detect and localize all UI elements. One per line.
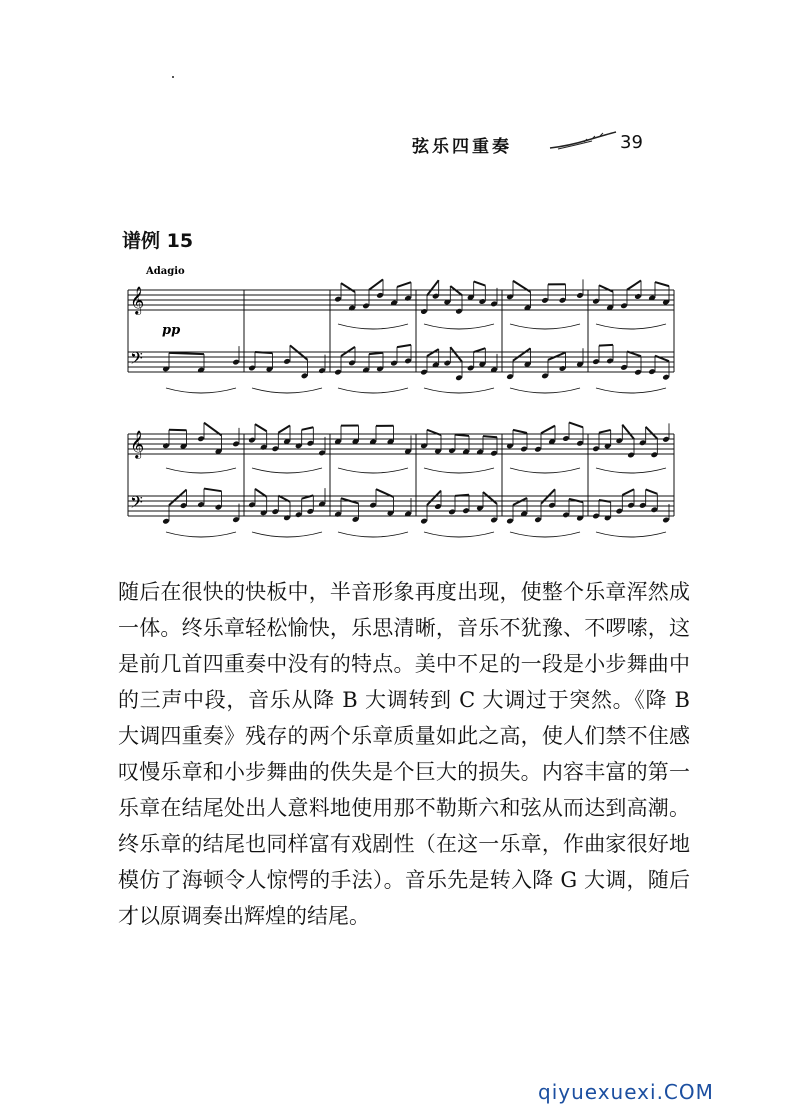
- note-beam: [169, 430, 187, 431]
- bass-clef-icon: 𝄢: [130, 492, 143, 516]
- note-beam: [255, 489, 267, 497]
- treble-clef-icon: 𝄞: [130, 286, 145, 314]
- note-beam: [278, 425, 290, 432]
- note-beam: [450, 286, 462, 295]
- note-beam: [290, 345, 308, 359]
- note-beam: [548, 352, 566, 359]
- slur: [338, 324, 408, 329]
- bass-clef-icon: 𝄢: [130, 348, 143, 372]
- music-score: [118, 262, 678, 562]
- music-example-label: 谱例 15: [122, 230, 194, 252]
- note-beam: [599, 285, 613, 291]
- body-paragraph: 随后在很快的快板中，半音形象再度出现，使整个乐章浑然成一体。终乐章轻松愉快，乐思清晰，音乐不犹豫、不啰嗦，这是前几首四重奏中没有的特点。美中不足的一段是小步舞曲中的三声中段，音乐从降 B 大调转到 C 大调过于突然。《降 B 大调四重奏》残存的两个乐章质量如此之高，使人们禁不住感叹慢乐章和小步舞曲的佚失是个巨大的损失。内容丰富的第一乐章在结尾处出人意料地使用那不勒斯六和弦从而达到高潮。终乐章的结尾也同样富有戏剧性（在这一乐章，作曲家很好地模仿了海顿令人惊愕的手法）。音乐先是转入降 G 大调，随后才以原调奏出辉煌的结尾。: [118, 580, 690, 928]
- note-beam: [646, 427, 658, 439]
- note-beam: [427, 280, 439, 295]
- note-beam: [474, 281, 486, 285]
- note-beam: [341, 347, 355, 356]
- note-beam: [341, 283, 355, 292]
- slur: [424, 324, 494, 329]
- slur: [338, 468, 408, 473]
- slur: [596, 532, 666, 537]
- note-beam: [622, 425, 634, 439]
- note-beam: [599, 430, 611, 433]
- slur: [510, 532, 580, 537]
- note-beam: [455, 435, 469, 436]
- note-beam: [483, 492, 497, 504]
- slur: [338, 532, 408, 537]
- note-beam: [655, 356, 669, 362]
- note-beam: [369, 279, 383, 289]
- tempo-marking: Adagio: [146, 266, 185, 277]
- note-beam: [427, 349, 439, 356]
- note-beam: [513, 430, 527, 433]
- slur: [596, 324, 666, 329]
- slur: [510, 468, 580, 473]
- slur: [510, 324, 580, 329]
- slur: [166, 388, 236, 393]
- note-beam: [483, 436, 497, 437]
- note-beam: [513, 498, 527, 505]
- slur: [596, 388, 666, 393]
- slur: [424, 388, 494, 393]
- site-watermark: qiyuexuexi.COM: [538, 1080, 714, 1104]
- slur: [424, 532, 494, 537]
- note-beam: [513, 348, 531, 360]
- note-beam: [569, 422, 583, 427]
- note-beam: [541, 426, 555, 434]
- note-beam: [204, 489, 222, 492]
- note-beam: [397, 282, 411, 287]
- note-beam: [655, 282, 669, 286]
- note-beam: [302, 427, 314, 430]
- note-beam: [541, 489, 555, 503]
- running-title: 弦乐四重奏: [412, 137, 512, 157]
- page-number: 39: [620, 132, 643, 153]
- slur: [510, 388, 580, 393]
- note-beam: [455, 495, 469, 496]
- note-beam: [599, 500, 611, 502]
- slur: [252, 468, 322, 473]
- slur: [338, 388, 408, 393]
- note-beam: [255, 424, 267, 431]
- note-beam: [169, 490, 187, 506]
- note-beam: [627, 280, 641, 289]
- slur: [252, 532, 322, 537]
- note-beam: [427, 491, 441, 506]
- note-beam: [599, 345, 613, 346]
- scan-speck: [172, 76, 174, 78]
- note-beam: [204, 423, 222, 436]
- note-beam: [255, 352, 273, 353]
- decorative-flourish-icon: [548, 130, 618, 154]
- slur: [424, 468, 494, 473]
- slur: [596, 468, 666, 473]
- note-beam: [169, 353, 204, 354]
- note-beam: [397, 345, 411, 347]
- note-beam: [646, 489, 658, 493]
- treble-clef-icon: 𝄞: [130, 430, 145, 458]
- note-beam: [569, 499, 583, 502]
- slur: [252, 388, 322, 393]
- slur: [166, 532, 236, 537]
- note-beam: [622, 489, 634, 495]
- slur: [166, 468, 236, 473]
- dynamic-marking: pp: [162, 323, 181, 338]
- note-beam: [369, 353, 383, 354]
- note-beam: [450, 347, 462, 362]
- note-beam: [474, 348, 486, 352]
